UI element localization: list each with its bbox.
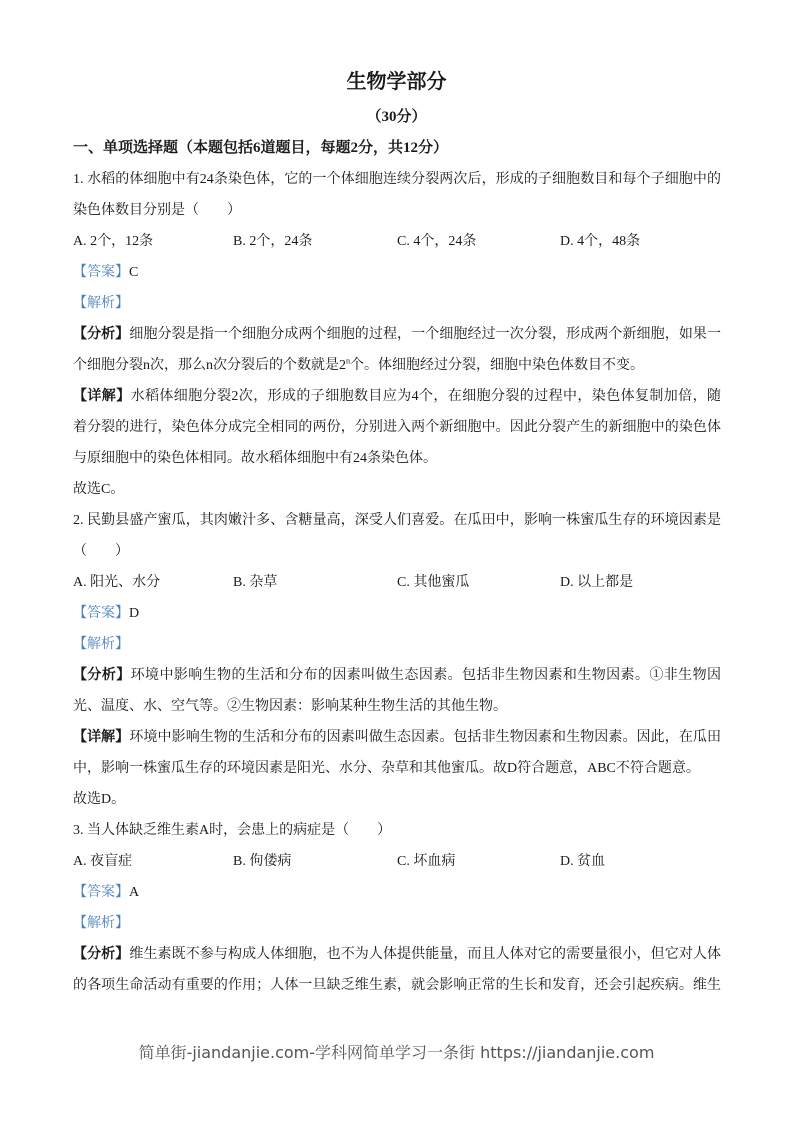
answer-label: 【答案】 xyxy=(73,885,129,900)
footer-watermark: 简单街-jiandanjie.com-学科网简单学习一条街 https://jiandanjie.com xyxy=(138,1043,655,1062)
question-3-answer xyxy=(73,877,721,908)
option-d: D. 以上都是 xyxy=(560,575,634,590)
question-2-answer xyxy=(73,598,721,629)
fenxi-text: 维生素既不参与构成人体细胞，也不为人体提供能量，而且人体对它的需要量很小，但它对人体 xyxy=(129,947,721,962)
option-a: A. 阳光、水分 xyxy=(73,575,161,590)
question-1-fenxi-cont xyxy=(73,350,721,381)
question-1-xiangjie xyxy=(73,381,721,412)
question-1-fenxi xyxy=(73,319,721,350)
option-b: B. 佝偻病 xyxy=(233,854,292,869)
question-2-options xyxy=(73,567,721,598)
answer-value: D xyxy=(129,606,140,621)
xiangjie-label: 【详解】 xyxy=(73,730,130,745)
fenxi-text: 环境中影响生物的生活和分布的因素叫做生态因素。包括非生物因素和生物因素。①非生物因 xyxy=(130,668,721,683)
option-d: D. 贫血 xyxy=(560,854,606,869)
answer-value: C xyxy=(129,265,139,280)
fenxi-label: 【分析】 xyxy=(73,947,130,962)
analysis-label: 【解析】 xyxy=(73,916,129,931)
option-c: C. 其他蜜瓜 xyxy=(397,575,470,590)
question-1-conclusion: 故选C。 xyxy=(73,482,125,497)
option-b: B. 杂草 xyxy=(233,575,278,590)
fenxi-text: 细胞分裂是指一个细胞分成两个细胞的过程，一个细胞经过一次分裂，形成两个新细胞，如果一 xyxy=(129,327,721,342)
question-2-xiangjie xyxy=(73,722,721,753)
question-3-fenxi xyxy=(73,939,721,970)
option-d: D. 4个，48条 xyxy=(560,234,641,249)
question-2-conclusion: 故选D。 xyxy=(73,792,126,807)
option-c: C. 4个，24条 xyxy=(397,234,477,249)
question-3-options xyxy=(73,846,721,877)
xiangjie-text: 水稻体细胞分裂2次，形成的子细胞数目应为4个，在细胞分裂的过程中，染色体复制加倍，随 xyxy=(130,389,721,404)
section-score: （30分） xyxy=(366,109,427,125)
question-3-stem: 3. 当人体缺乏维生素A时，会患上的病症是（ ） xyxy=(73,823,392,838)
xiangjie-text: 环境中影响生物的生活和分布的因素叫做生态因素。包括非生物因素和生物因素。因此，在瓜田 xyxy=(129,730,721,745)
option-c: C. 坏血病 xyxy=(397,854,456,869)
question-3-fenxi-cont: 的各项生命活动有重要的作用；人体一旦缺乏维生素，就会影响正常的生长和发育，还会引起疾病。维生 xyxy=(73,978,721,993)
xiangjie-label: 【详解】 xyxy=(73,389,131,404)
question-1-stem-cont: 染色体数目分别是（ ） xyxy=(73,203,241,218)
question-2-stem: 2. 民勤县盛产蜜瓜，其肉嫩汁多、含糖量高，深受人们喜爱。在瓜田中，影响一株蜜瓜生存的环境因素是 xyxy=(73,513,721,528)
page-title: 生物学部分 xyxy=(346,71,447,93)
question-1-answer xyxy=(73,257,721,288)
fenxi-label: 【分析】 xyxy=(73,327,130,342)
fenxi-text: 个。体细胞经过分裂，细胞中染色体数目不变。 xyxy=(350,358,644,373)
question-1-stem: 1. 水稻的体细胞中有24条染色体，它的一个体细胞连续分裂两次后，形成的子细胞数目和每个子细胞中的 xyxy=(73,172,721,187)
answer-label: 【答案】 xyxy=(73,265,129,280)
question-1-xiangjie-cont: 着分裂的进行，染色体分成完全相同的两份，分别进入两个新细胞中。因此分裂产生的新细胞中的染色体 xyxy=(73,420,721,435)
option-a: A. 2个，12条 xyxy=(73,234,154,249)
answer-label: 【答案】 xyxy=(73,606,129,621)
question-1-xiangjie-cont: 与原细胞中的染色体相同。故水稻体细胞中有24条染色体。 xyxy=(73,451,437,466)
option-a: A. 夜盲症 xyxy=(73,854,133,869)
analysis-label: 【解析】 xyxy=(73,637,129,652)
question-2-stem-cont: （ ） xyxy=(73,544,129,559)
answer-value: A xyxy=(129,885,140,900)
superscript-n: n xyxy=(346,356,350,366)
fenxi-text: 个细胞分裂n次，那么n次分裂后的个数就是2 xyxy=(73,358,346,373)
fenxi-label: 【分析】 xyxy=(73,668,131,683)
analysis-label: 【解析】 xyxy=(73,296,129,311)
question-2-fenxi-cont: 光、温度、水、空气等。②生物因素：影响某种生物生活的其他生物。 xyxy=(73,699,507,714)
document-body xyxy=(73,164,721,1001)
question-1-options xyxy=(73,226,721,257)
question-2-xiangjie-cont: 中，影响一株蜜瓜生存的环境因素是阳光、水分、杂草和其他蜜瓜。故D符合题意，ABC不符合题意。 xyxy=(73,761,700,776)
option-b: B. 2个，24条 xyxy=(233,234,313,249)
question-2-fenxi xyxy=(73,660,721,691)
section-heading: 一、单项选择题（本题包括6道题目，每题2分，共12分） xyxy=(73,140,449,156)
